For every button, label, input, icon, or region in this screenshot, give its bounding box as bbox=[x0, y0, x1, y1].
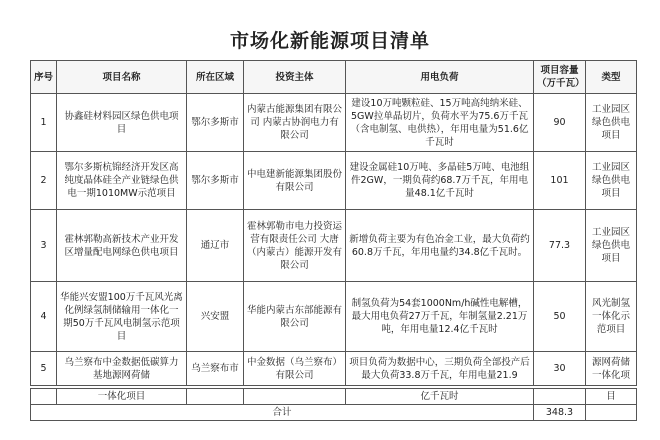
cell-region: 通辽市 bbox=[187, 210, 244, 282]
total-row bbox=[31, 405, 637, 421]
cell-investor: 霍林郭勒市电力投资运营有限责任公司 大唐（内蒙古）能源开发有限公司 bbox=[244, 210, 346, 282]
cell-name: 鄂尔多斯杭锦经济开发区高纯度晶体硅全产业链绿色供电一期1010MW示范项目 bbox=[57, 152, 187, 210]
cell-name: 霍林郭勒高新技术产业开发区增量配电网绿色供电项目 bbox=[57, 210, 187, 282]
total-value: 348.3 bbox=[534, 405, 586, 421]
cell-capacity: 50 bbox=[534, 282, 586, 352]
header-investor: 投资主体 bbox=[244, 61, 346, 94]
cell-load: 亿千瓦时 bbox=[346, 389, 534, 405]
total-type-empty bbox=[586, 405, 637, 421]
cell-region bbox=[187, 389, 244, 405]
table-row bbox=[31, 152, 637, 210]
cell-region: 乌兰察布市 bbox=[187, 352, 244, 386]
header-capacity: 项目容量（万千瓦） bbox=[534, 61, 586, 94]
page-title: 市场化新能源项目清单 bbox=[229, 30, 430, 52]
cell-name: 一体化项目 bbox=[57, 389, 187, 405]
cell-no: 1 bbox=[31, 94, 57, 152]
table-header-row bbox=[31, 61, 637, 94]
cell-investor: 内蒙古能源集团有限公司 内蒙古协润电力有限公司 bbox=[244, 94, 346, 152]
cell-load: 建设金属硅10万吨、多晶硅5万吨、电池组件2GW，一期负荷约68.7万千瓦，年用电量48.1亿千瓦时 bbox=[346, 152, 534, 210]
continuation-table bbox=[30, 388, 637, 421]
cell-investor: 中金数据（乌兰察布）有限公司 bbox=[244, 352, 346, 386]
cell-load: 项目负荷为数据中心，三期负荷全部投产后最大负荷33.8万千瓦，年用电量21.9 bbox=[346, 352, 534, 386]
header-region: 所在区域 bbox=[187, 61, 244, 94]
cell-type: 源网荷储一体化项 bbox=[586, 352, 637, 386]
cell-investor: 中电建新能源集团股份有限公司 bbox=[244, 152, 346, 210]
cell-type: 风光制氢一体化示范项目 bbox=[586, 282, 637, 352]
cell-region: 鄂尔多斯市 bbox=[187, 152, 244, 210]
header-load: 用电负荷 bbox=[346, 61, 534, 94]
cell-no: 2 bbox=[31, 152, 57, 210]
header-name: 项目名称 bbox=[57, 61, 187, 94]
cell-no bbox=[31, 389, 57, 405]
cell-capacity bbox=[534, 389, 586, 405]
table-row bbox=[31, 352, 637, 386]
cell-no: 5 bbox=[31, 352, 57, 386]
cell-investor bbox=[244, 389, 346, 405]
cell-load: 制氢负荷为54套1000Nm/h碱性电解槽，最大用电负荷27万千瓦，年制氢量2.21万吨，年用电量12.4亿千瓦时 bbox=[346, 282, 534, 352]
continuation-row bbox=[31, 389, 637, 405]
project-table bbox=[30, 60, 637, 386]
cell-capacity: 101 bbox=[534, 152, 586, 210]
header-type: 类型 bbox=[586, 61, 637, 94]
cell-no: 3 bbox=[31, 210, 57, 282]
cell-capacity: 77.3 bbox=[534, 210, 586, 282]
cell-region: 鄂尔多斯市 bbox=[187, 94, 244, 152]
cell-load: 建设10万吨颗粒硅、15万吨高纯纳米硅、5GW拉单晶切片，负荷水平为75.6万千瓦（含电制氢、电供热），年用电量为51.6亿千瓦时 bbox=[346, 94, 534, 152]
cell-name: 协鑫硅材料园区绿色供电项目 bbox=[57, 94, 187, 152]
table-row bbox=[31, 282, 637, 352]
total-label: 合计 bbox=[31, 405, 534, 421]
cell-investor: 华能内蒙古东部能源有限公司 bbox=[244, 282, 346, 352]
cell-load: 新增负荷主要为有色冶金工业，最大负荷约60.8万千瓦，年用电量约34.8亿千瓦时。 bbox=[346, 210, 534, 282]
cell-type: 工业园区绿色供电项目 bbox=[586, 94, 637, 152]
cell-capacity: 90 bbox=[534, 94, 586, 152]
cell-no: 4 bbox=[31, 282, 57, 352]
table-row bbox=[31, 210, 637, 282]
cell-name: 乌兰察布中金数据低碳算力基地源网荷储 bbox=[57, 352, 187, 386]
table-row bbox=[31, 94, 637, 152]
cell-type: 工业园区绿色供电项目 bbox=[586, 210, 637, 282]
cell-capacity: 30 bbox=[534, 352, 586, 386]
header-no: 序号 bbox=[31, 61, 57, 94]
cell-region: 兴安盟 bbox=[187, 282, 244, 352]
cell-name: 华能兴安盟100万千瓦风光离化例绿氢制储输用一体化一期50万千瓦风电制氢示范项目 bbox=[57, 282, 187, 352]
cell-type: 目 bbox=[586, 389, 637, 405]
cell-type: 工业园区绿色供电项目 bbox=[586, 152, 637, 210]
